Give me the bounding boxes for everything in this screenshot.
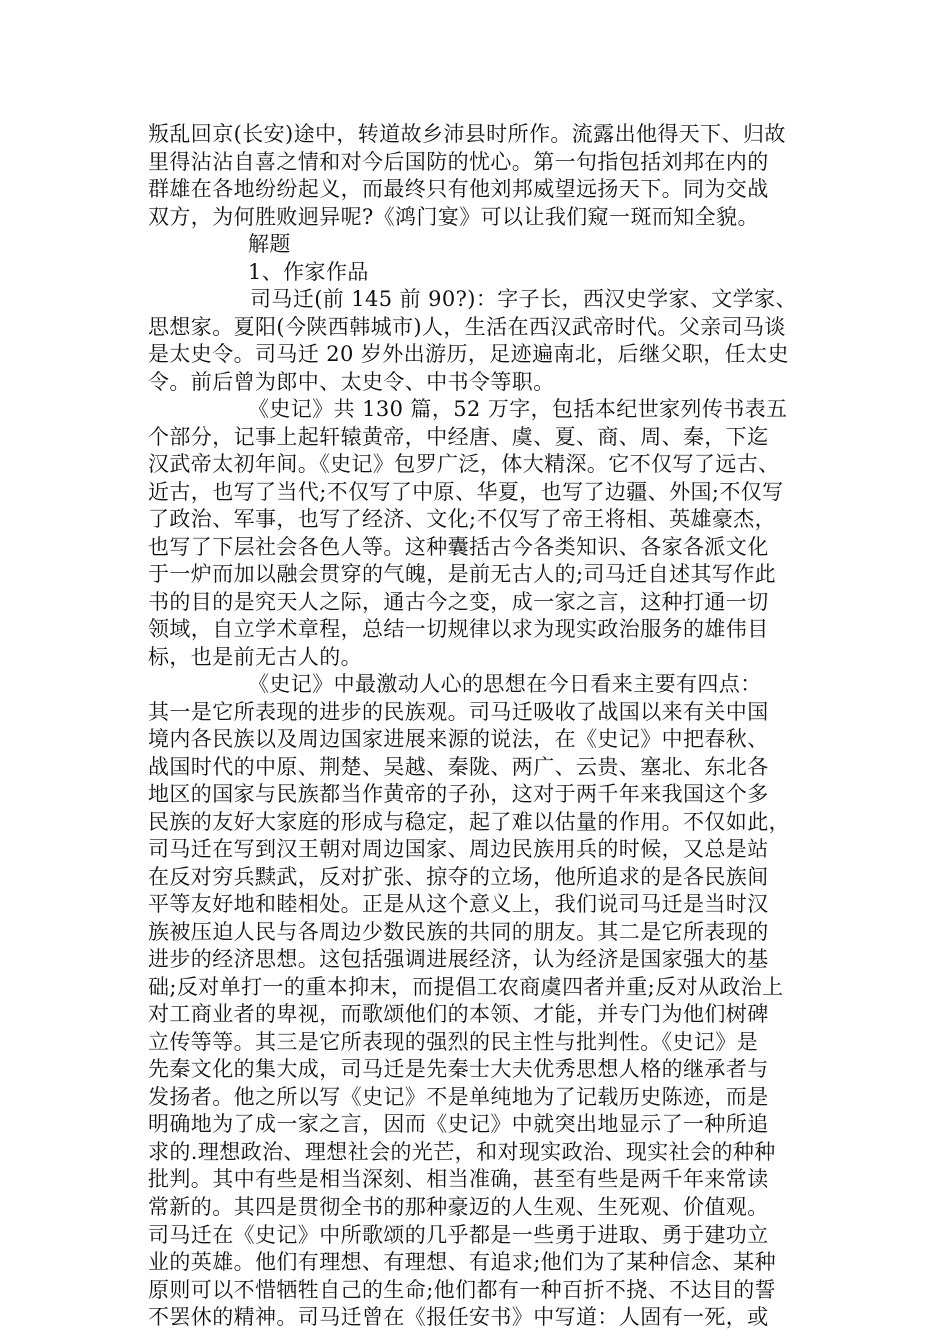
text-line: 业的英雄。他们有理想、有理想、有追求;他们为了某种信念、某种 xyxy=(148,1250,777,1274)
text-line: 境内各民族以及周边国家进展来源的说法，在《史记》中把春秋、 xyxy=(148,727,769,752)
text-line: 司马迁在写到汉王朝对周边国家、周边民族用兵的时候，又总是站 xyxy=(148,837,769,862)
text-line: 个部分，记事上起轩辕黄帝，中经唐、虞、夏、商、周、秦，下迄 xyxy=(148,424,769,449)
text-line: 双方，为何胜败迥异呢?《鸿门宴》可以让我们窥一斑而知全貌。 xyxy=(148,204,759,229)
text-line: 近古，也写了当代;不仅写了中原、华夏，也写了边疆、外国;不仅写 xyxy=(148,479,784,504)
text-line: 《史记》共 130 篇，52 万字，包括本纪世家列传书表五 xyxy=(248,397,788,422)
text-line: 求的.理想政治、理想社会的光芒，和对现实政治、现实社会的种种 xyxy=(148,1139,776,1164)
text-line: 了政治、军事，也写了经济、文化;不仅写了帝王将相、英雄豪杰， xyxy=(148,507,777,532)
text-line: 平等友好地和睦相处。正是从这个意义上，我们说司马迁是当时汉 xyxy=(148,892,769,917)
text-line: 战国时代的中原、荆楚、吴越、秦陇、两广、云贵、塞北、东北各 xyxy=(148,754,769,779)
text-line: 地区的国家与民族都当作黄帝的子孙，这对于两千年来我国这个多 xyxy=(148,782,769,807)
text-line: 族被压迫人民与各周边少数民族的共同的朋友。其二是它所表现的 xyxy=(148,919,769,944)
text-line: 先秦文化的集大成，司马迁是先秦士大夫优秀思想人格的继承者与 xyxy=(148,1057,769,1082)
text-line: 标，也是前无古人的。 xyxy=(148,644,362,669)
text-line: 《史记》中最激动人心的思想在今日看来主要有四点： xyxy=(248,672,762,697)
text-line: 发扬者。他之所以写《史记》不是单纯地为了记载历史陈迹，而是 xyxy=(148,1084,769,1109)
text-line: 原则可以不惜牺牲自己的生命;他们都有一种百折不挠、不达目的誓 xyxy=(148,1277,777,1302)
text-line: 明确地为了成一家之言，因而《史记》中就突出地显示了一种所追 xyxy=(148,1112,769,1137)
text-line: 令。前后曾为郎中、太史令、中书令等职。 xyxy=(148,369,555,394)
text-line: 在反对穷兵黩武，反对扩张、掠夺的立场，他所追求的是各民族间 xyxy=(148,864,769,889)
text-line: 立传等等。其三是它所表现的强烈的民主性与批判性。《史记》是 xyxy=(148,1029,759,1054)
text-line: 叛乱回京(长安)途中，转道故乡沛县时所作。流露出他得天下、归故 xyxy=(148,122,786,146)
text-line: 也写了下层社会各色人等。这种囊括古今各类知识、各家各派文化 xyxy=(148,534,769,559)
text-line: 是太史令。司马迁 20 岁外出游历，足迹遍南北，后继父职，任太史 xyxy=(148,342,789,367)
text-line: 领域，自立学术章程，总结一切规律以求为现实政治服务的雄伟目 xyxy=(148,617,769,642)
text-line: 书的目的是究天人之际，通古今之变，成一家之言，这种打通一切 xyxy=(148,589,769,614)
text-line: 础;反对单打一的重本抑末，而提倡工农商虞四者并重;反对从政治上 xyxy=(148,974,784,999)
text-line: 里得沾沾自喜之情和对今后国防的忧心。第一句指包括刘邦在内的 xyxy=(148,149,769,174)
text-line: 司马迁(前 145 前 90?)：字子长，西汉史学家、文学家、 xyxy=(250,287,797,312)
text-line: 常新的。其四是贯彻全书的那种豪迈的人生观、生死观、价值观。 xyxy=(148,1195,769,1219)
text-line: 群雄在各地纷纷起义，而最终只有他刘邦威望远扬天下。同为交战 xyxy=(148,177,769,201)
text-line: 于一炉而加以融会贯穿的气魄，是前无古人的;司马迁自述其写作此 xyxy=(148,562,777,587)
subsection-heading: 1、作家作品 xyxy=(248,259,369,284)
text-line: 对工商业者的卑视，而歌颂他们的本领、才能，并专门为他们树碑 xyxy=(148,1002,769,1027)
text-line: 民族的友好大家庭的形成与稳定，起了难以估量的作用。不仅如此， xyxy=(148,809,790,834)
text-line: 批判。其中有些是相当深刻、相当准确，甚至有些是两千年来常读 xyxy=(148,1167,769,1192)
text-line: 进步的经济思想。这包括强调进展经济，认为经济是国家强大的基 xyxy=(148,947,769,972)
text-line: 其一是它所表现的进步的民族观。司马迁吸收了战国以来有关中国 xyxy=(148,699,769,724)
text-line: 汉武帝太初年间。《史记》包罗广泛，体大精深。它不仅写了远古、 xyxy=(148,452,780,477)
text-line: 司马迁在《史记》中所歌颂的几乎都是一些勇于进取、勇于建功立 xyxy=(148,1222,769,1247)
text-line: 不罢休的精神。司马迁曾在《报任安书》中写道：人固有一死，或 xyxy=(148,1305,769,1329)
text-line: 思想家。夏阳(今陕西韩城市)人，生活在西汉武帝时代。父亲司马谈 xyxy=(148,314,786,339)
section-heading: 解题 xyxy=(248,232,291,256)
